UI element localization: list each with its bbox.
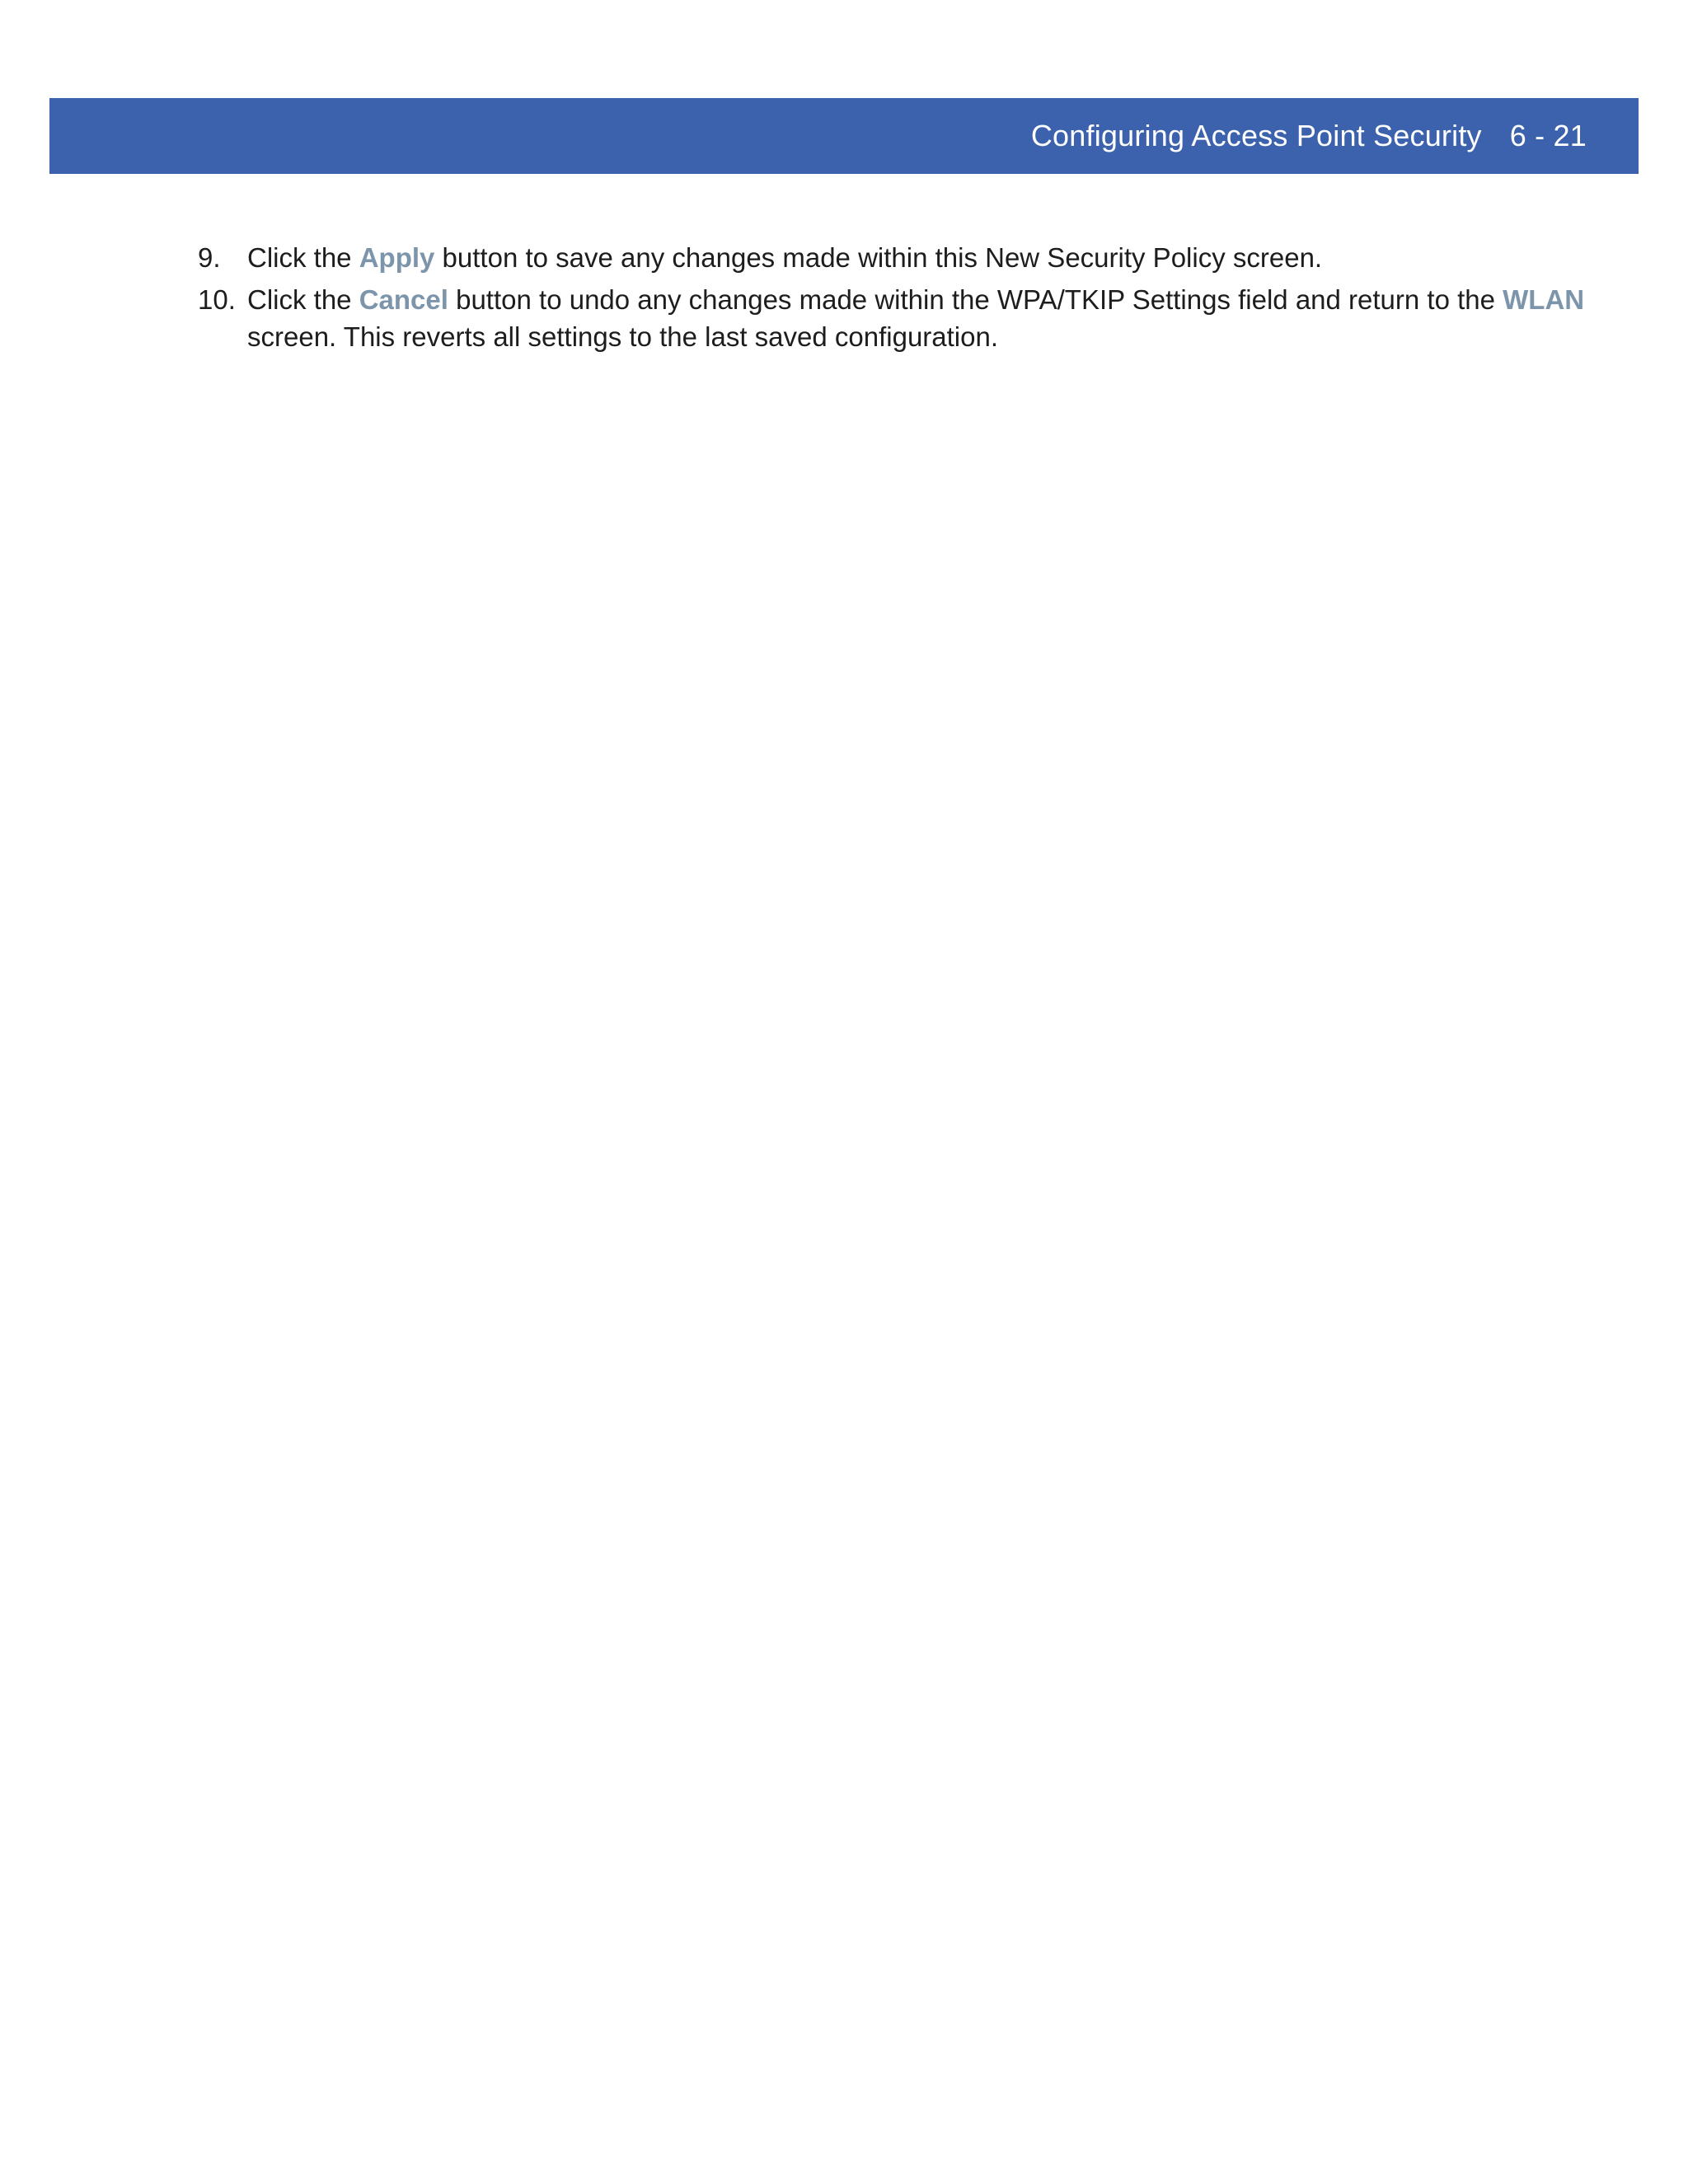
step-text-before: Click the [247, 242, 359, 273]
step-text [247, 239, 1615, 276]
apply-keyword: Apply [359, 242, 435, 273]
section-title: Configuring Access Point Security [1030, 119, 1482, 152]
page-header-text [1031, 98, 1587, 174]
step-text-after: button to save any changes made within this New Security Policy screen. [434, 242, 1323, 273]
cancel-keyword: Cancel [359, 284, 448, 315]
step-text-after: screen. This reverts all settings to the last saved configuration. [247, 321, 999, 352]
step-item [198, 239, 1615, 276]
step-text [247, 281, 1615, 355]
step-number: 10. [198, 284, 236, 315]
step-number: 9. [198, 242, 221, 273]
page-number: 6 - 21 [1509, 119, 1587, 152]
page-header-bar [49, 98, 1639, 174]
step-text-before: Click the [247, 284, 359, 315]
wlan-keyword: WLAN [1503, 284, 1585, 315]
step-item [198, 281, 1615, 355]
step-text-middle: button to undo any changes made within the WPA/TKIP Settings field and return to the [448, 284, 1503, 315]
